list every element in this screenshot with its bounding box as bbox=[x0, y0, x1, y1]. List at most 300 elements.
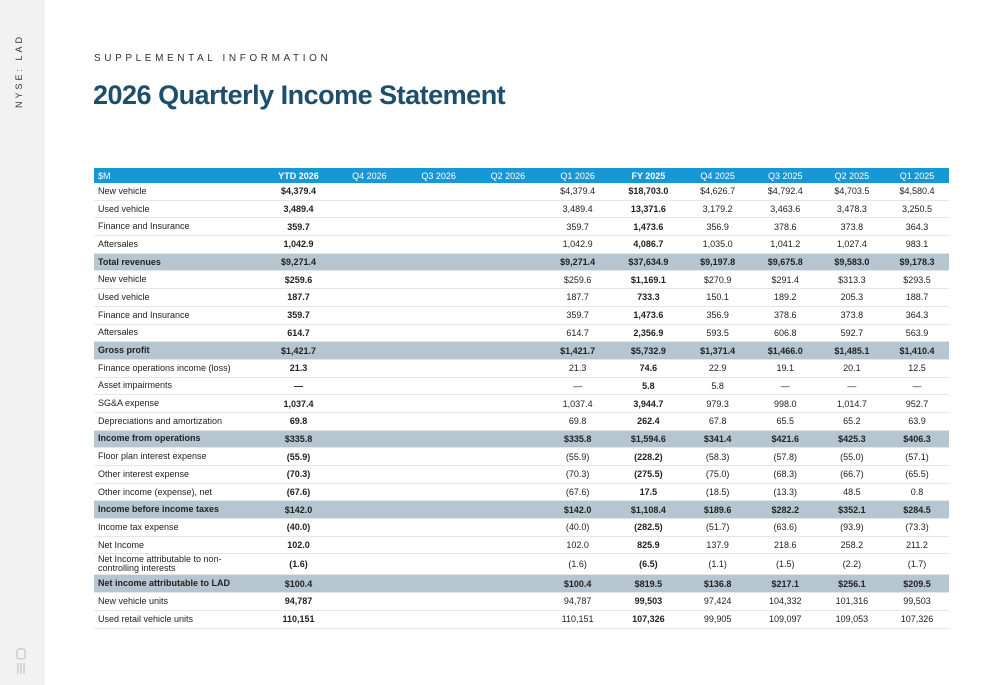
table-cell: 1,027.4 bbox=[819, 236, 885, 254]
table-cell: $209.5 bbox=[885, 575, 949, 593]
table-cell: — bbox=[752, 377, 819, 395]
table-cell: (13.3) bbox=[752, 483, 819, 501]
table-cell: $259.6 bbox=[262, 271, 335, 289]
row-label: Depreciations and amortization bbox=[94, 412, 262, 430]
table-cell: $100.4 bbox=[542, 575, 613, 593]
table-cell bbox=[335, 306, 403, 324]
table-cell: (70.3) bbox=[262, 466, 335, 484]
table-cell: 979.3 bbox=[684, 395, 752, 413]
table-row bbox=[94, 610, 949, 628]
table-cell bbox=[403, 289, 473, 307]
table-row bbox=[94, 483, 949, 501]
table-cell bbox=[474, 430, 542, 448]
table-cell: (57.1) bbox=[885, 448, 949, 466]
table-cell bbox=[474, 253, 542, 271]
table-row bbox=[94, 218, 949, 236]
table-cell: (65.5) bbox=[885, 466, 949, 484]
table-cell bbox=[335, 554, 403, 575]
table-cell: $9,271.4 bbox=[542, 253, 613, 271]
table-cell: 102.0 bbox=[262, 536, 335, 554]
table-cell: 825.9 bbox=[613, 536, 683, 554]
table-cell: 218.6 bbox=[752, 536, 819, 554]
row-label: Finance and Insurance bbox=[94, 218, 262, 236]
table-cell: 378.6 bbox=[752, 306, 819, 324]
table-cell: 99,503 bbox=[613, 593, 683, 611]
table-cell: $1,594.6 bbox=[613, 430, 683, 448]
row-label: Aftersales bbox=[94, 324, 262, 342]
table-cell bbox=[474, 501, 542, 519]
table-cell: $4,379.4 bbox=[542, 183, 613, 200]
table-cell: 67.8 bbox=[684, 412, 752, 430]
table-cell: 3,179.2 bbox=[684, 200, 752, 218]
table-cell bbox=[335, 593, 403, 611]
table-row bbox=[94, 593, 949, 611]
table-cell bbox=[335, 200, 403, 218]
table-row bbox=[94, 554, 949, 575]
table-cell: $4,580.4 bbox=[885, 183, 949, 200]
table-cell bbox=[403, 501, 473, 519]
table-cell: 1,014.7 bbox=[819, 395, 885, 413]
table-cell: $136.8 bbox=[684, 575, 752, 593]
row-label: Used vehicle bbox=[94, 200, 262, 218]
table-cell: $352.1 bbox=[819, 501, 885, 519]
table-cell: 1,042.9 bbox=[262, 236, 335, 254]
row-label: SG&A expense bbox=[94, 395, 262, 413]
table-cell: — bbox=[819, 377, 885, 395]
column-header: Q1 2025 bbox=[885, 168, 949, 183]
table-cell bbox=[403, 271, 473, 289]
table-cell: 205.3 bbox=[819, 289, 885, 307]
table-cell: $142.0 bbox=[262, 501, 335, 519]
table-cell: 364.3 bbox=[885, 306, 949, 324]
table-cell: (18.5) bbox=[684, 483, 752, 501]
table-row bbox=[94, 306, 949, 324]
table-cell: 592.7 bbox=[819, 324, 885, 342]
table-cell bbox=[335, 575, 403, 593]
table-cell: (57.8) bbox=[752, 448, 819, 466]
row-label: Other income (expense), net bbox=[94, 483, 262, 501]
table-cell: $335.8 bbox=[542, 430, 613, 448]
table-cell: $100.4 bbox=[262, 575, 335, 593]
table-cell: 99,503 bbox=[885, 593, 949, 611]
table-row bbox=[94, 377, 949, 395]
table-cell: 110,151 bbox=[542, 610, 613, 628]
table-cell: 614.7 bbox=[262, 324, 335, 342]
table-row-total bbox=[94, 253, 949, 271]
table-cell: (68.3) bbox=[752, 466, 819, 484]
table-row bbox=[94, 395, 949, 413]
table-cell bbox=[403, 575, 473, 593]
table-cell: 733.3 bbox=[613, 289, 683, 307]
column-header: Q3 2026 bbox=[403, 168, 473, 183]
table-cell: (55.9) bbox=[542, 448, 613, 466]
table-cell bbox=[335, 430, 403, 448]
table-cell bbox=[403, 306, 473, 324]
table-cell bbox=[335, 377, 403, 395]
table-cell: 1,473.6 bbox=[613, 218, 683, 236]
table-cell bbox=[403, 448, 473, 466]
table-cell bbox=[403, 554, 473, 575]
table-cell: $284.5 bbox=[885, 501, 949, 519]
table-header-row bbox=[94, 168, 949, 183]
table-cell: 19.1 bbox=[752, 359, 819, 377]
table-cell: $9,675.8 bbox=[752, 253, 819, 271]
row-label: Net Income bbox=[94, 536, 262, 554]
table-cell: $4,379.4 bbox=[262, 183, 335, 200]
table-cell: 3,944.7 bbox=[613, 395, 683, 413]
table-cell bbox=[403, 342, 473, 360]
row-label: New vehicle units bbox=[94, 593, 262, 611]
table-cell: $1,169.1 bbox=[613, 271, 683, 289]
table-cell: 359.7 bbox=[542, 218, 613, 236]
table-cell: $1,410.4 bbox=[885, 342, 949, 360]
sidebar bbox=[0, 0, 45, 685]
table-cell: 17.5 bbox=[613, 483, 683, 501]
table-cell: 1,041.2 bbox=[752, 236, 819, 254]
table-row bbox=[94, 289, 949, 307]
table-row bbox=[94, 200, 949, 218]
table-cell: 99,905 bbox=[684, 610, 752, 628]
table-row-total bbox=[94, 342, 949, 360]
table-cell: $9,271.4 bbox=[262, 253, 335, 271]
column-header: Q4 2026 bbox=[335, 168, 403, 183]
table-cell bbox=[335, 218, 403, 236]
page-title: 2026 Quarterly Income Statement bbox=[93, 80, 506, 110]
table-cell: $270.9 bbox=[684, 271, 752, 289]
table-cell: 107,326 bbox=[613, 610, 683, 628]
table-cell bbox=[335, 483, 403, 501]
table-cell: (51.7) bbox=[684, 519, 752, 537]
table-cell: — bbox=[262, 377, 335, 395]
table-cell: (67.6) bbox=[262, 483, 335, 501]
table-cell: 188.7 bbox=[885, 289, 949, 307]
table-cell: 20.1 bbox=[819, 359, 885, 377]
table-cell bbox=[474, 610, 542, 628]
table-cell: 1,035.0 bbox=[684, 236, 752, 254]
table-cell: 593.5 bbox=[684, 324, 752, 342]
table-cell bbox=[403, 253, 473, 271]
table-row-total bbox=[94, 430, 949, 448]
row-label: Net Income attributable to non-controlling interests bbox=[94, 554, 262, 575]
table-cell bbox=[474, 395, 542, 413]
table-cell bbox=[474, 359, 542, 377]
column-header: FY 2025 bbox=[613, 168, 683, 183]
row-label: Aftersales bbox=[94, 236, 262, 254]
table-cell: 137.9 bbox=[684, 536, 752, 554]
table-cell bbox=[335, 342, 403, 360]
table-row bbox=[94, 359, 949, 377]
table-cell bbox=[474, 271, 542, 289]
row-label: Total revenues bbox=[94, 253, 262, 271]
table-cell: 3,489.4 bbox=[262, 200, 335, 218]
table-cell bbox=[474, 200, 542, 218]
table-cell: 983.1 bbox=[885, 236, 949, 254]
section-label: SUPPLEMENTAL INFORMATION bbox=[94, 53, 332, 64]
table-cell: 356.9 bbox=[684, 218, 752, 236]
table-cell: 69.8 bbox=[262, 412, 335, 430]
table-cell: (1.7) bbox=[885, 554, 949, 575]
table-cell: 109,097 bbox=[752, 610, 819, 628]
table-row bbox=[94, 412, 949, 430]
table-cell: 48.5 bbox=[819, 483, 885, 501]
table-cell bbox=[474, 412, 542, 430]
table-cell bbox=[403, 430, 473, 448]
column-header: Q3 2025 bbox=[752, 168, 819, 183]
table-cell bbox=[335, 395, 403, 413]
table-cell: $1,485.1 bbox=[819, 342, 885, 360]
table-cell: 65.2 bbox=[819, 412, 885, 430]
table-cell: 187.7 bbox=[262, 289, 335, 307]
table-cell bbox=[335, 610, 403, 628]
table-cell: 21.3 bbox=[542, 359, 613, 377]
table-cell: $819.5 bbox=[613, 575, 683, 593]
table-cell bbox=[474, 236, 542, 254]
table-cell bbox=[474, 554, 542, 575]
table-cell: 101,316 bbox=[819, 593, 885, 611]
table-cell: 364.3 bbox=[885, 218, 949, 236]
table-cell: 150.1 bbox=[684, 289, 752, 307]
table-cell bbox=[403, 236, 473, 254]
table-cell: (58.3) bbox=[684, 448, 752, 466]
table-cell: $259.6 bbox=[542, 271, 613, 289]
table-cell bbox=[335, 236, 403, 254]
table-cell: 378.6 bbox=[752, 218, 819, 236]
table-cell bbox=[474, 593, 542, 611]
table-cell: 94,787 bbox=[542, 593, 613, 611]
table-cell: $37,634.9 bbox=[613, 253, 683, 271]
table-cell bbox=[335, 536, 403, 554]
table-cell: 189.2 bbox=[752, 289, 819, 307]
table-cell: (1.6) bbox=[262, 554, 335, 575]
table-cell: 606.8 bbox=[752, 324, 819, 342]
table-cell: (6.5) bbox=[613, 554, 683, 575]
table-cell: $142.0 bbox=[542, 501, 613, 519]
table-cell: 998.0 bbox=[752, 395, 819, 413]
table-cell: 4,086.7 bbox=[613, 236, 683, 254]
table-cell: 109,053 bbox=[819, 610, 885, 628]
row-label: Other interest expense bbox=[94, 466, 262, 484]
table-cell: 0.8 bbox=[885, 483, 949, 501]
table-cell: 22.9 bbox=[684, 359, 752, 377]
table-cell: $335.8 bbox=[262, 430, 335, 448]
ticker-label: NYSE: LAD bbox=[14, 34, 24, 109]
table-cell: $291.4 bbox=[752, 271, 819, 289]
table-cell bbox=[403, 593, 473, 611]
table-cell: $9,583.0 bbox=[819, 253, 885, 271]
table-cell: (55.9) bbox=[262, 448, 335, 466]
table-cell bbox=[403, 610, 473, 628]
table-cell bbox=[474, 342, 542, 360]
table-cell: 12.5 bbox=[885, 359, 949, 377]
table-row bbox=[94, 183, 949, 200]
row-label: Finance operations income (loss) bbox=[94, 359, 262, 377]
table-cell bbox=[403, 412, 473, 430]
row-label: Income before income taxes bbox=[94, 501, 262, 519]
table-cell: 2,356.9 bbox=[613, 324, 683, 342]
table-cell: 65.5 bbox=[752, 412, 819, 430]
column-header: Q4 2025 bbox=[684, 168, 752, 183]
table-cell: $5,732.9 bbox=[613, 342, 683, 360]
table-cell: 97,424 bbox=[684, 593, 752, 611]
table-cell: $406.3 bbox=[885, 430, 949, 448]
table-cell: 262.4 bbox=[613, 412, 683, 430]
table-cell: 5.8 bbox=[684, 377, 752, 395]
table-cell: (55.0) bbox=[819, 448, 885, 466]
table-row-total bbox=[94, 575, 949, 593]
table-cell: 1,473.6 bbox=[613, 306, 683, 324]
column-header: Q2 2025 bbox=[819, 168, 885, 183]
table-row bbox=[94, 236, 949, 254]
table-cell: 104,332 bbox=[752, 593, 819, 611]
row-label: Net income attributable to LAD bbox=[94, 575, 262, 593]
table-cell bbox=[474, 519, 542, 537]
row-label: Asset impairments bbox=[94, 377, 262, 395]
table-cell: (75.0) bbox=[684, 466, 752, 484]
table-cell bbox=[403, 183, 473, 200]
table-cell: 21.3 bbox=[262, 359, 335, 377]
table-cell: 63.9 bbox=[885, 412, 949, 430]
table-cell: (2.2) bbox=[819, 554, 885, 575]
lithia-logo-icon bbox=[15, 647, 27, 675]
table-cell: 258.2 bbox=[819, 536, 885, 554]
table-cell bbox=[335, 324, 403, 342]
table-cell bbox=[403, 395, 473, 413]
row-label: Finance and Insurance bbox=[94, 306, 262, 324]
table-cell: (63.6) bbox=[752, 519, 819, 537]
table-cell: $217.1 bbox=[752, 575, 819, 593]
table-cell: 211.2 bbox=[885, 536, 949, 554]
table-cell: 107,326 bbox=[885, 610, 949, 628]
table-cell: $4,703.5 bbox=[819, 183, 885, 200]
table-cell: (275.5) bbox=[613, 466, 683, 484]
table-cell: (1.6) bbox=[542, 554, 613, 575]
table-cell bbox=[474, 218, 542, 236]
table-cell: (1.5) bbox=[752, 554, 819, 575]
table-cell: 1,037.4 bbox=[262, 395, 335, 413]
table-cell: 3,478.3 bbox=[819, 200, 885, 218]
row-label: Income tax expense bbox=[94, 519, 262, 537]
row-label: Used vehicle bbox=[94, 289, 262, 307]
table-cell: 1,037.4 bbox=[542, 395, 613, 413]
table-cell: 373.8 bbox=[819, 306, 885, 324]
table-cell: (70.3) bbox=[542, 466, 613, 484]
table-cell: 102.0 bbox=[542, 536, 613, 554]
income-statement-table bbox=[94, 168, 949, 629]
table-cell bbox=[474, 466, 542, 484]
table-cell bbox=[403, 218, 473, 236]
table-cell: 359.7 bbox=[262, 306, 335, 324]
table-cell: (40.0) bbox=[542, 519, 613, 537]
table-cell: (73.3) bbox=[885, 519, 949, 537]
table-cell bbox=[403, 483, 473, 501]
table-cell: $4,792.4 bbox=[752, 183, 819, 200]
table-cell: $1,421.7 bbox=[262, 342, 335, 360]
table-cell bbox=[335, 466, 403, 484]
table-cell: — bbox=[885, 377, 949, 395]
table-cell: 110,151 bbox=[262, 610, 335, 628]
table-cell: $256.1 bbox=[819, 575, 885, 593]
table-cell bbox=[403, 536, 473, 554]
row-label: New vehicle bbox=[94, 271, 262, 289]
table-row bbox=[94, 271, 949, 289]
table-cell: $425.3 bbox=[819, 430, 885, 448]
table-cell: 3,463.6 bbox=[752, 200, 819, 218]
table-cell: $9,178.3 bbox=[885, 253, 949, 271]
table-cell: (93.9) bbox=[819, 519, 885, 537]
table-cell: 1,042.9 bbox=[542, 236, 613, 254]
table-body bbox=[94, 183, 949, 628]
table-cell bbox=[474, 324, 542, 342]
table-cell: 5.8 bbox=[613, 377, 683, 395]
table-cell: 373.8 bbox=[819, 218, 885, 236]
table-cell bbox=[335, 412, 403, 430]
table-cell bbox=[335, 519, 403, 537]
table-cell: $4,626.7 bbox=[684, 183, 752, 200]
table-cell bbox=[403, 200, 473, 218]
table-cell bbox=[403, 324, 473, 342]
table-row bbox=[94, 536, 949, 554]
table-cell: $189.6 bbox=[684, 501, 752, 519]
table-cell: 74.6 bbox=[613, 359, 683, 377]
table-cell bbox=[335, 253, 403, 271]
column-header: Q1 2026 bbox=[542, 168, 613, 183]
table-cell: 187.7 bbox=[542, 289, 613, 307]
table-cell bbox=[474, 536, 542, 554]
table-cell: $1,421.7 bbox=[542, 342, 613, 360]
table-cell: 952.7 bbox=[885, 395, 949, 413]
table-cell bbox=[474, 448, 542, 466]
table-cell: $18,703.0 bbox=[613, 183, 683, 200]
column-header-label: $M bbox=[94, 168, 262, 183]
table-cell bbox=[474, 183, 542, 200]
row-label: New vehicle bbox=[94, 183, 262, 200]
column-header: YTD 2026 bbox=[262, 168, 335, 183]
table-cell: (282.5) bbox=[613, 519, 683, 537]
table-cell: 3,489.4 bbox=[542, 200, 613, 218]
table-cell: 356.9 bbox=[684, 306, 752, 324]
table-cell: 3,250.5 bbox=[885, 200, 949, 218]
table-cell: $293.5 bbox=[885, 271, 949, 289]
table-cell: 563.9 bbox=[885, 324, 949, 342]
table-cell bbox=[335, 183, 403, 200]
table-cell: (67.6) bbox=[542, 483, 613, 501]
table-cell bbox=[335, 501, 403, 519]
row-label: Used retail vehicle units bbox=[94, 610, 262, 628]
table-cell: $1,108.4 bbox=[613, 501, 683, 519]
table-row-total bbox=[94, 501, 949, 519]
table-cell bbox=[474, 306, 542, 324]
row-label: Floor plan interest expense bbox=[94, 448, 262, 466]
table-cell bbox=[335, 271, 403, 289]
table-cell: (40.0) bbox=[262, 519, 335, 537]
table-cell: 13,371.6 bbox=[613, 200, 683, 218]
table-cell: $1,466.0 bbox=[752, 342, 819, 360]
table-cell: $313.3 bbox=[819, 271, 885, 289]
table-cell bbox=[335, 359, 403, 377]
table-cell bbox=[403, 466, 473, 484]
table-cell bbox=[403, 377, 473, 395]
table-cell: 69.8 bbox=[542, 412, 613, 430]
table-cell bbox=[335, 448, 403, 466]
table-row bbox=[94, 519, 949, 537]
table-cell: 359.7 bbox=[262, 218, 335, 236]
table-cell bbox=[474, 483, 542, 501]
row-label: Income from operations bbox=[94, 430, 262, 448]
table-cell: (1.1) bbox=[684, 554, 752, 575]
table-cell bbox=[403, 359, 473, 377]
table-cell: $1,371.4 bbox=[684, 342, 752, 360]
table-cell bbox=[403, 519, 473, 537]
